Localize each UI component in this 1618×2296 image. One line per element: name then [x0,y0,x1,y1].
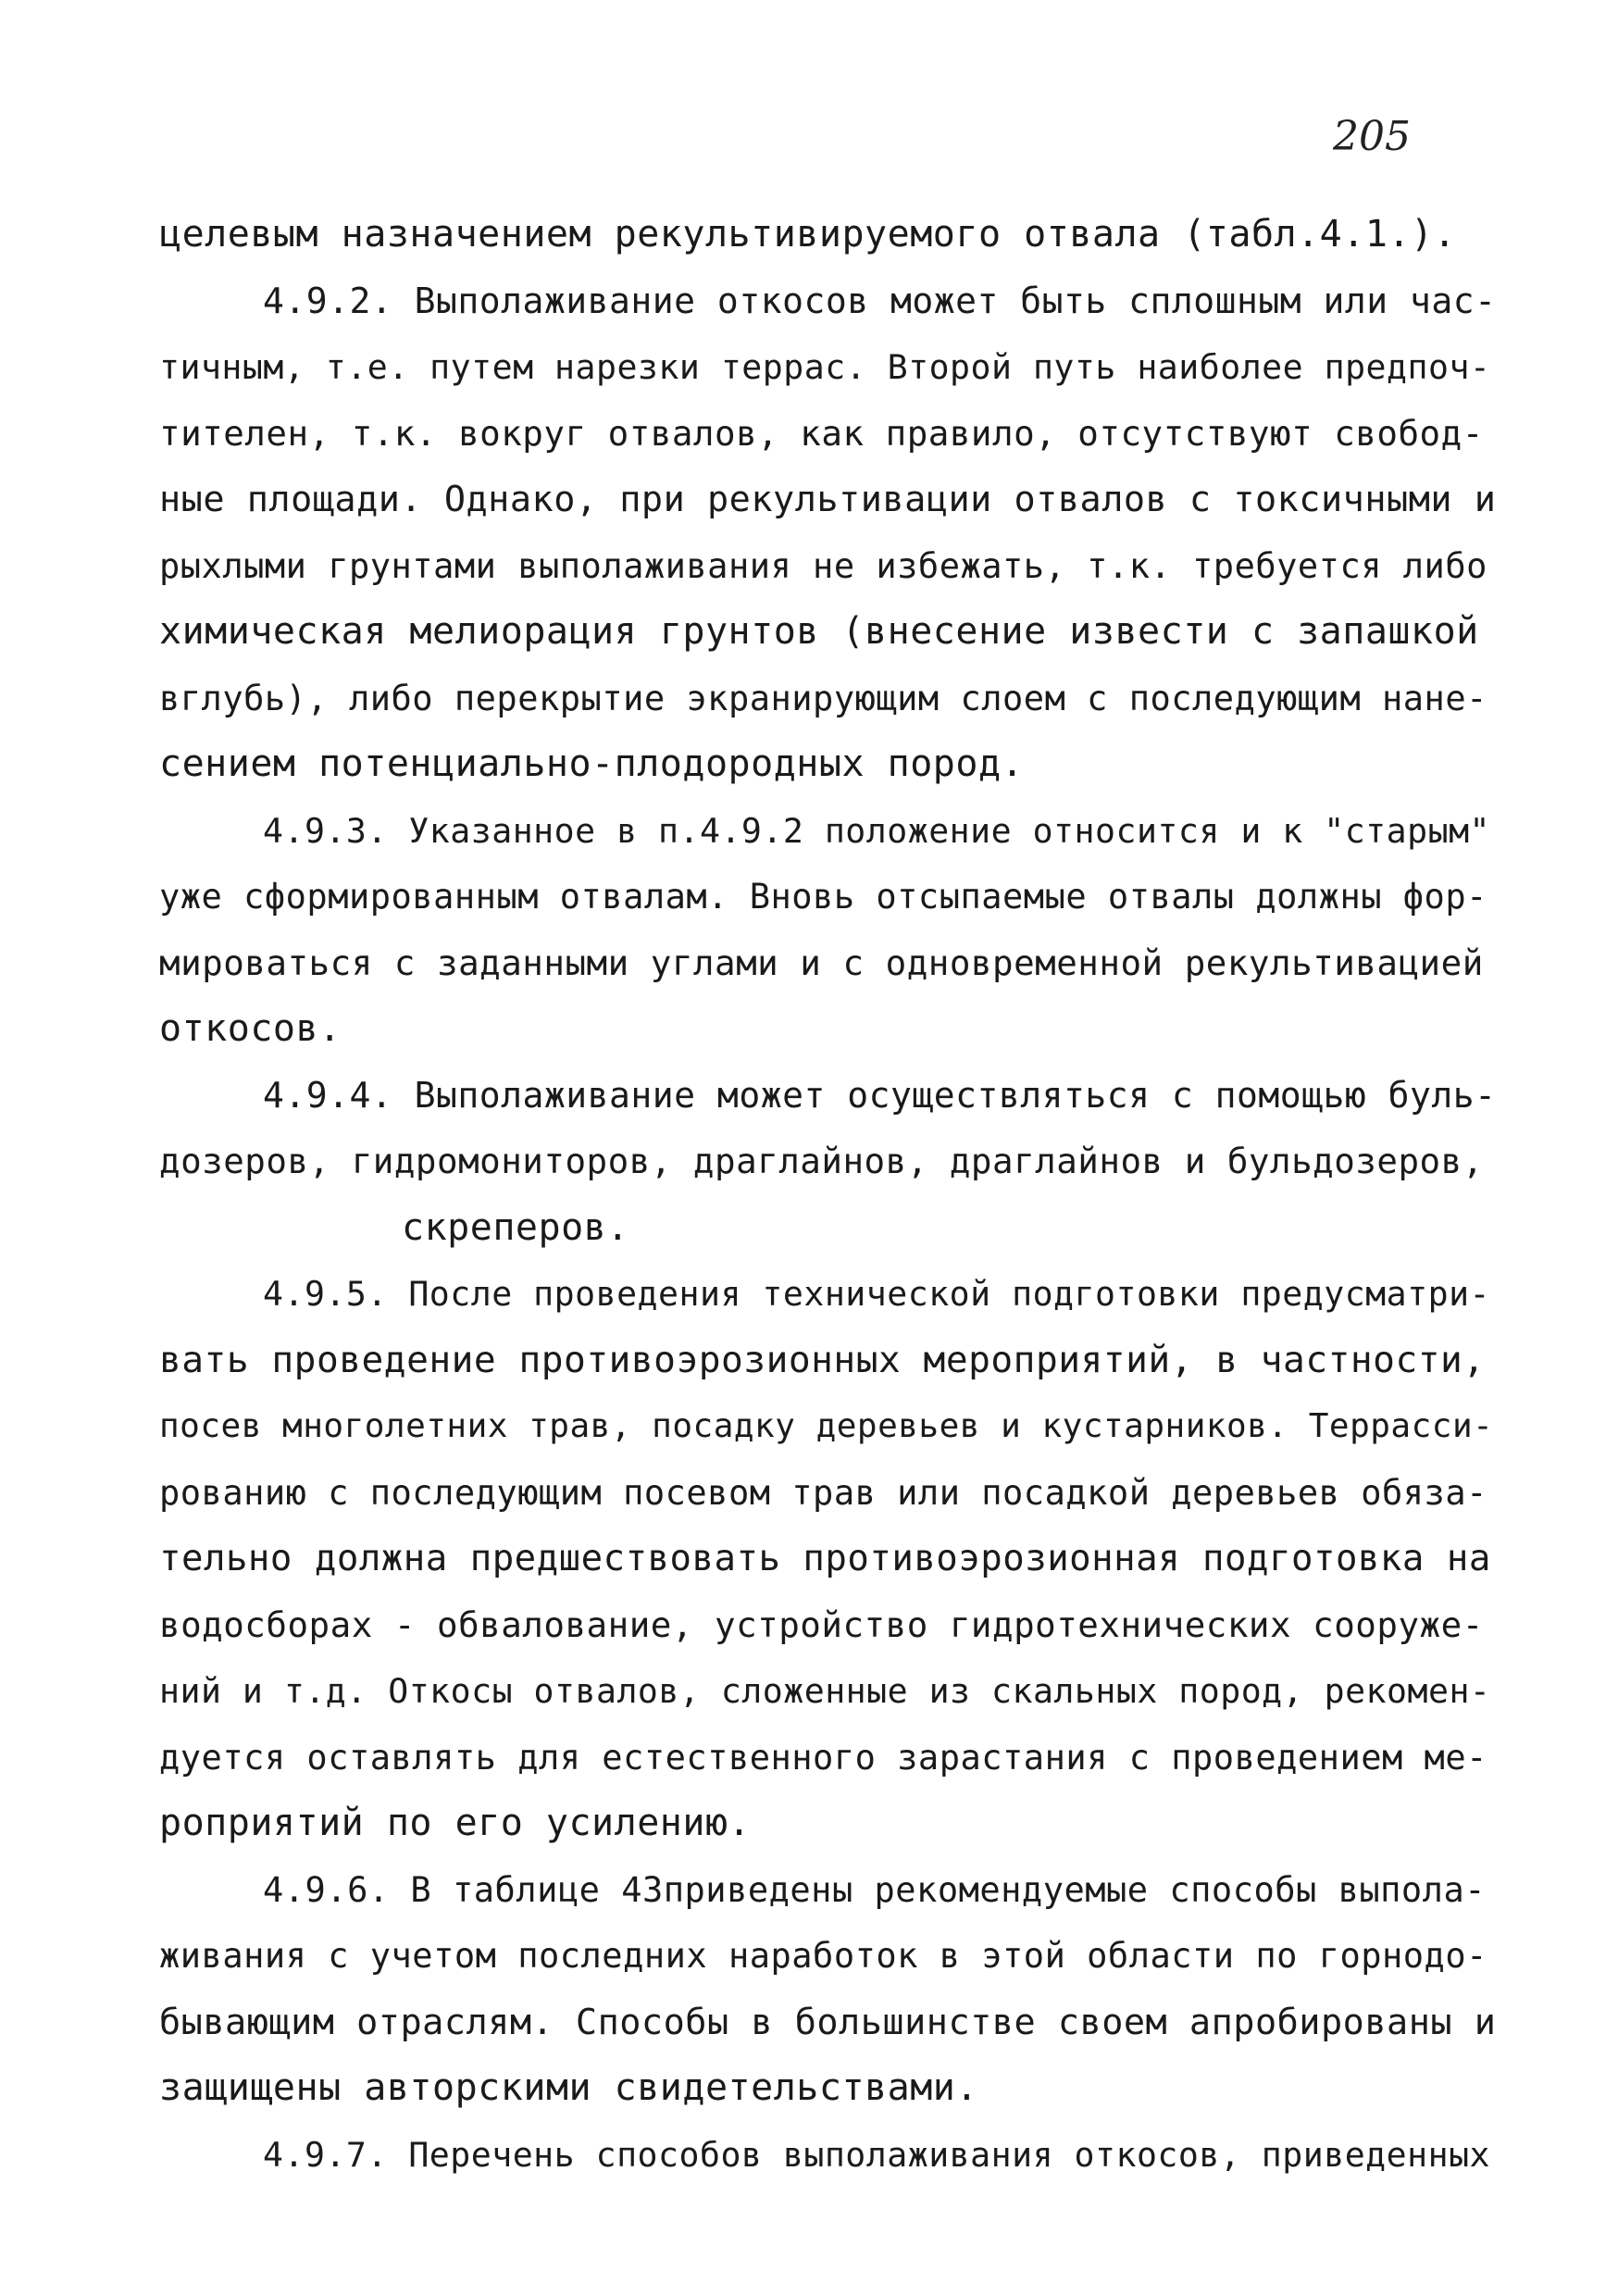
text-line: рыхлыми грунтами выполаживания не избежать, т.к. требуется либо [159,545,1487,586]
text-line: дозеров, гидромониторов, драглайнов, драглайнов и бульдозеров, [159,1141,1484,1181]
text-line: ные площади. Однако, при рекультивации отвалов с токсичными и [159,479,1497,520]
text-line: химическая мелиорация грунтов (внесение извести с запашкой [159,610,1479,653]
text-line: целевым назначением рекультивируемого отвала (табл.4.1.). [159,213,1457,256]
text-line: защищены авторскими свидетельствами. [159,2066,978,2109]
text-line: сением потенциально-плодородных пород. [159,742,1025,785]
text-line: откосов. [159,1007,342,1050]
text-line: живания с учетом последних наработок в этой области по горнодо- [159,1936,1487,1976]
text-line: 4.9.3. Указанное в п.4.9.2 положение относится и к "старым" [263,810,1491,851]
text-line: скреперов. [402,1205,629,1249]
text-line: вглубь), либо перекрытие экранирующим слоем с последующим нане- [159,678,1487,718]
text-line: бывающим отраслям. Способы в большинстве своем апробированы и [159,2001,1497,2043]
text-line: мироваться с заданными углами и с одновременной рекультивацией [159,942,1484,983]
text-line: рованию с последующим посевом трав или посадкой деревьев обяза- [159,1472,1487,1513]
body-text [159,202,1497,2188]
text-line: 4.9.7. Перечень способов выполаживания откосов, приведенных [263,2134,1491,2175]
text-line: 4.9.2. Выполаживание откосов может быть сплошным или час- [263,280,1497,321]
text-line: тельно должна предшествовать противоэрозионная подготовка на [159,1538,1491,1579]
text-line: 4.9.5. После проведения технической подготовки предусматри- [263,1274,1491,1314]
text-line: роприятий по его усилению. [159,1802,752,1844]
text-line: 4.9.6. В таблице 43приведены рекомендуемые способы выпола- [263,1869,1487,1910]
text-line: посев многолетних трав, посадку деревьев и кустарников. Террасси- [159,1407,1494,1445]
page-number: 205 [1333,113,1411,160]
text-line: уже сформированным отвалам. Вновь отсыпаемые отвалы должны фор- [159,877,1487,917]
text-line: ний и т.д. Откосы отвалов, сложенные из скальных пород, рекомен- [159,1671,1491,1711]
text-line: 4.9.4. Выполаживание может осуществляться с помощью буль- [263,1074,1497,1116]
text-line: тителен, т.к. вокруг отвалов, как правило, отсутствуют свобод- [159,412,1484,454]
text-line: тичным, т.е. путем нарезки террас. Второй путь наиболее предпоч- [159,347,1491,387]
text-line: вать проведение противоэрозионных мероприятий, в частности, [159,1338,1486,1381]
text-line: дуется оставлять для естественного зарастания с проведением ме- [159,1737,1487,1778]
text-line: водосборах - обвалование, устройство гидротехнических сооруже- [159,1603,1484,1645]
